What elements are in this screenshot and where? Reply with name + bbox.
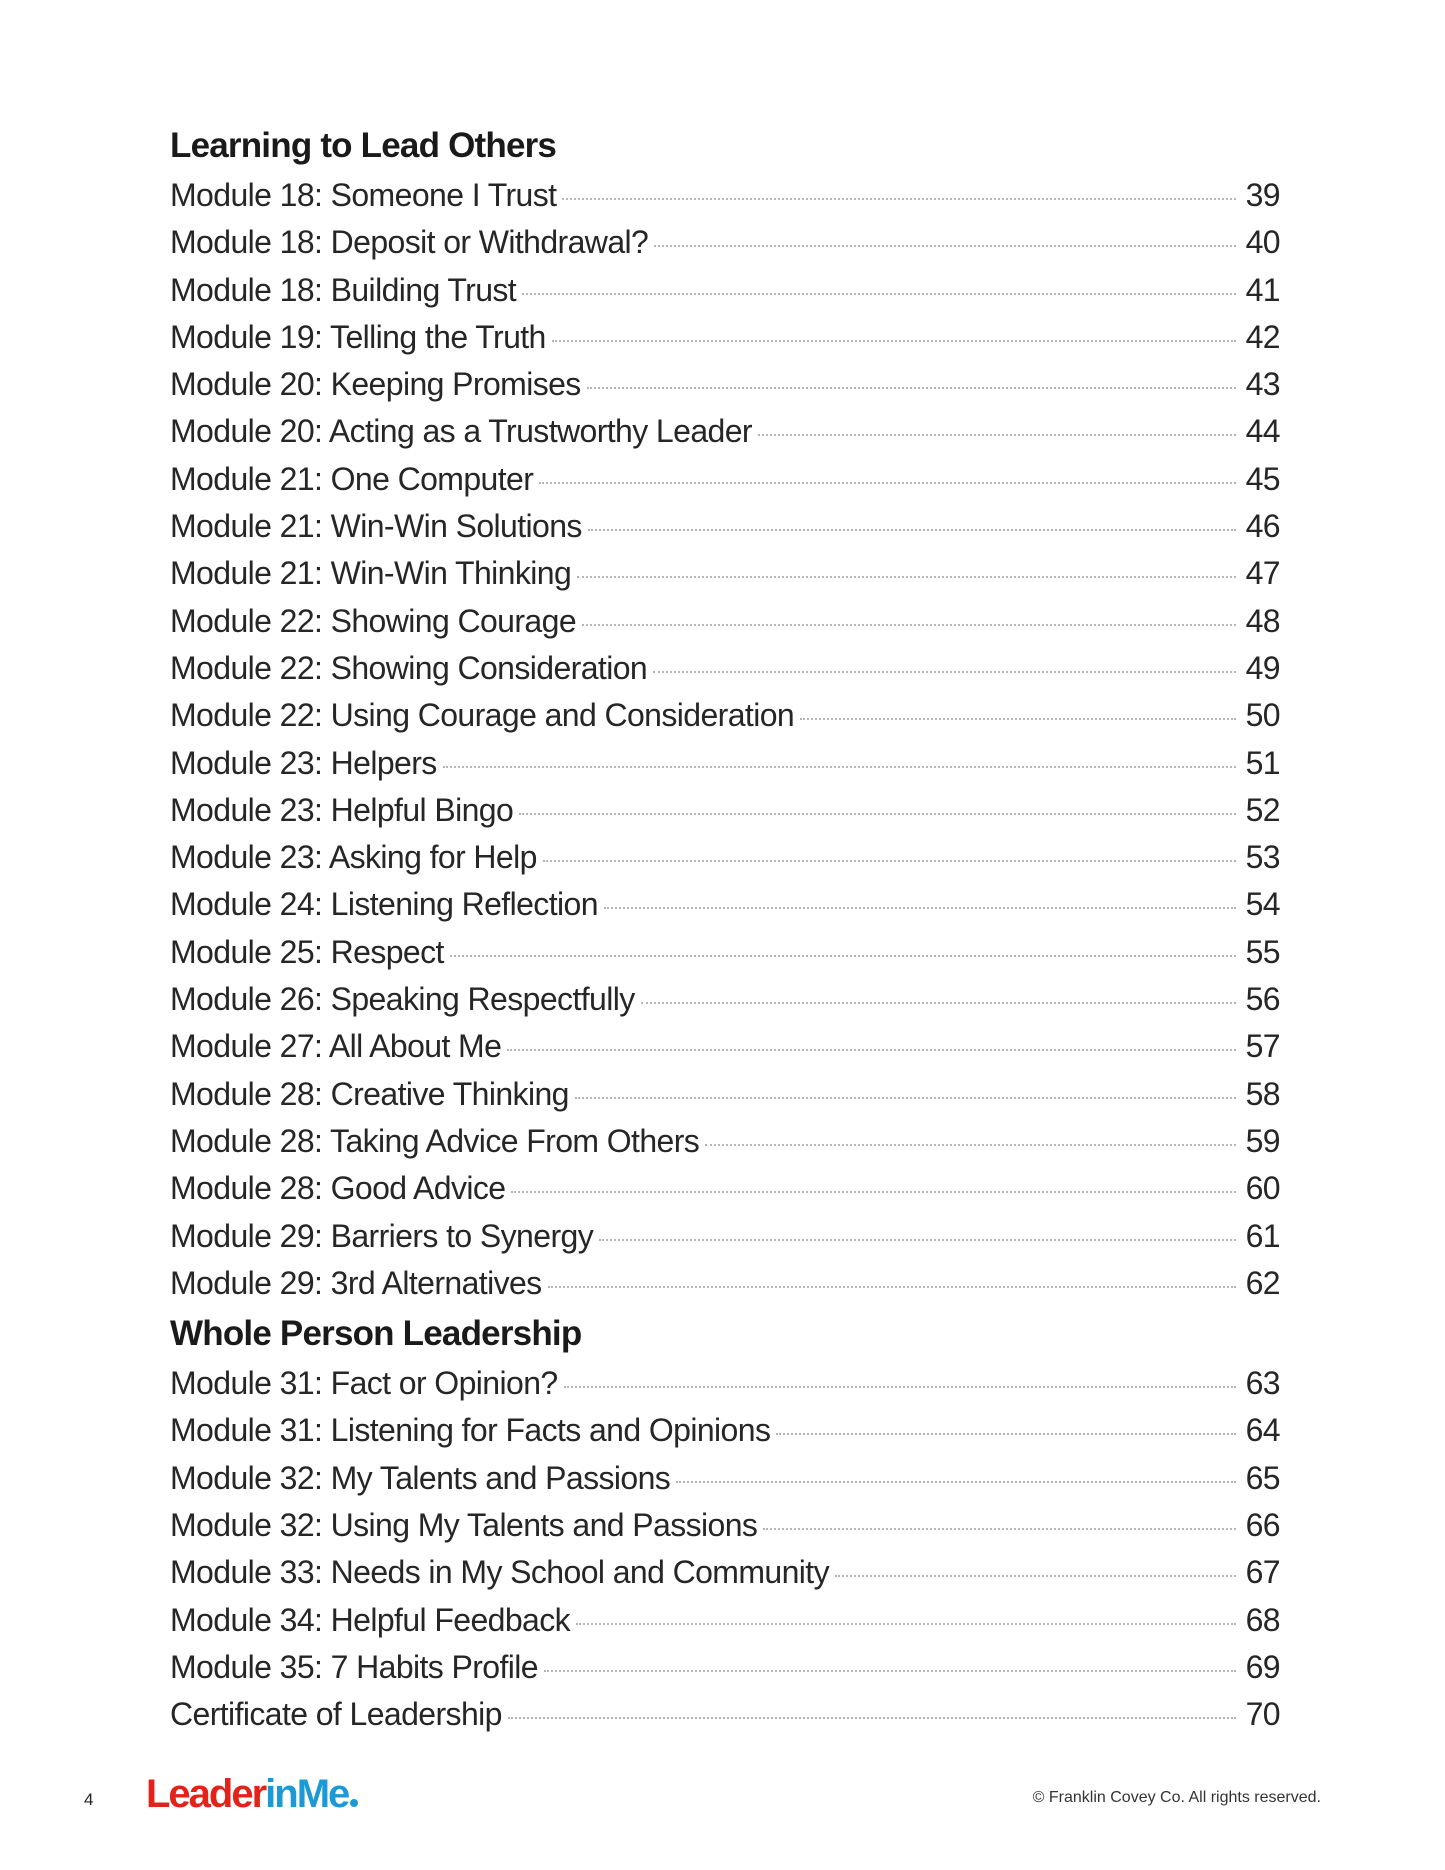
section-title-learning-to-lead-others: Learning to Lead Others [170,126,557,165]
toc-entry [170,1407,1280,1454]
toc-entry [170,1455,1280,1502]
toc-entry-page-number: 70 [1245,1696,1280,1733]
toc-entry [170,740,1280,787]
toc-entry-title: Module 31: Fact or Opinion? [170,1365,558,1402]
toc-entry [170,1260,1280,1307]
toc-entry-page-number: 50 [1245,697,1280,734]
section-title-whole-person-leadership: Whole Person Leadership [170,1314,582,1354]
toc-entry-page-number: 60 [1245,1170,1280,1207]
toc-entry [170,1165,1280,1212]
toc-entry-page-number: 41 [1245,271,1280,308]
toc-entry-page-number: 66 [1245,1507,1280,1544]
toc-entry [170,172,1280,219]
toc-entry-page-number: 43 [1245,366,1280,403]
toc-entry-title: Module 21: Win-Win Solutions [170,508,582,545]
toc-entry-title: Module 18: Building Trust [170,271,517,308]
toc-entry-title: Module 32: My Talents and Passions [170,1459,671,1496]
toc-entry-title: Module 29: Barriers to Synergy [170,1217,594,1254]
toc-entry-page-number: 55 [1245,933,1280,970]
toc-entry [170,645,1280,692]
toc-entry [170,408,1280,455]
toc-entry-page-number: 49 [1245,649,1280,686]
toc-entry-title: Module 21: Win-Win Thinking [170,555,572,592]
logo-text-inme: inMe [265,1772,349,1816]
toc-entry-page-number: 39 [1245,177,1280,213]
section-list-whole-person-leadership [170,1360,1280,1738]
toc-entry [170,361,1280,408]
toc-entry [170,976,1280,1023]
toc-entry [170,1597,1280,1644]
dot-leader [758,434,1236,436]
dot-leader [588,529,1236,531]
section-list-learning-to-lead-others [170,172,1280,1307]
toc-entry-page-number: 57 [1245,1028,1280,1065]
toc-entry-title: Module 33: Needs in My School and Community [170,1554,829,1591]
toc-entry-title: Module 26: Speaking Respectfully [170,981,635,1018]
dot-leader [511,1191,1236,1193]
toc-entry [170,314,1280,361]
toc-entry-page-number: 69 [1245,1648,1280,1685]
toc-entry [170,1023,1280,1070]
dot-leader [835,1575,1236,1577]
dot-leader [641,1002,1236,1004]
footer-page-number: 4 [84,1790,94,1809]
dot-leader [587,387,1236,389]
dot-leader [522,293,1236,295]
dot-leader [539,482,1236,484]
toc-entry-title: Module 22: Showing Courage [170,602,577,639]
dot-leader [507,1049,1236,1051]
toc-entry-title: Module 31: Listening for Facts and Opinions [170,1412,771,1449]
toc-entry-page-number: 44 [1245,413,1280,450]
dot-leader [654,245,1236,247]
toc-entry [170,267,1280,314]
dot-leader [582,624,1236,626]
dot-leader [676,1481,1236,1483]
dot-leader [576,1623,1236,1625]
toc-entry-title: Module 25: Respect [170,933,444,970]
toc-entry-title: Module 22: Showing Consideration [170,649,648,686]
toc-entry-title: Module 19: Telling the Truth [170,318,546,355]
dot-leader [450,955,1236,957]
dot-leader [543,860,1236,862]
toc-entry-title: Module 28: Creative Thinking [170,1075,569,1112]
toc-entry-page-number: 58 [1245,1075,1280,1112]
toc-entry-title: Module 23: Helpers [170,744,437,781]
toc-entry-page-number: 51 [1245,744,1280,781]
toc-entry-page-number: 53 [1245,839,1280,876]
toc-entry-page-number: 40 [1245,224,1280,261]
toc-entry [170,219,1280,266]
dot-leader [653,671,1236,673]
toc-entry [170,1118,1280,1165]
dot-leader [552,340,1236,342]
toc-entry-title: Module 18: Deposit or Withdrawal? [170,224,649,261]
logo-text-leader: Leader [146,1772,266,1816]
toc-entry [170,598,1280,645]
toc-entry-page-number: 63 [1245,1365,1280,1402]
toc-entry [170,1644,1280,1691]
table-of-contents [170,120,1280,1739]
toc-entry-title: Module 20: Keeping Promises [170,366,581,403]
toc-entry [170,881,1280,928]
toc-entry-title: Module 27: All About Me [170,1028,502,1065]
dot-leader [564,1386,1236,1388]
toc-entry [170,503,1280,550]
toc-entry-title: Module 28: Good Advice [170,1170,506,1207]
toc-entry-page-number: 42 [1245,318,1280,355]
toc-entry-title: Certificate of Leadership [170,1696,502,1733]
toc-entry-title: Module 23: Asking for Help [170,839,537,876]
toc-entry [170,1213,1280,1260]
dot-leader [763,1528,1236,1530]
dot-leader [705,1144,1236,1146]
toc-entry-page-number: 47 [1245,555,1280,592]
toc-entry-title: Module 22: Using Courage and Consideration [170,697,795,734]
dot-leader [519,813,1236,815]
toc-entry [170,1502,1280,1549]
toc-entry-title: Module 35: 7 Habits Profile [170,1648,539,1685]
copyright-notice: © Franklin Covey Co. All rights reserved. [1032,1789,1321,1806]
toc-entry [170,1360,1280,1407]
toc-entry [170,456,1280,503]
toc-entry-title: Module 18: Someone I Trust [170,177,557,213]
toc-entry-page-number: 67 [1245,1554,1280,1591]
toc-entry [170,1549,1280,1596]
dot-leader [800,718,1236,720]
toc-entry-page-number: 54 [1245,886,1280,923]
dot-leader [544,1670,1236,1672]
toc-entry-title: Module 32: Using My Talents and Passions [170,1507,758,1544]
toc-entry-page-number: 62 [1245,1264,1280,1301]
toc-entry-page-number: 68 [1245,1601,1280,1638]
dot-leader [508,1717,1236,1719]
leader-in-me-logo [146,1772,358,1816]
dot-leader [548,1286,1236,1288]
toc-entry-page-number: 64 [1245,1412,1280,1449]
dot-leader [562,198,1236,200]
dot-leader [776,1433,1236,1435]
toc-entry-page-number: 45 [1245,460,1280,497]
toc-entry-page-number: 48 [1245,602,1280,639]
toc-entry-page-number: 61 [1245,1217,1280,1254]
toc-entry [170,1071,1280,1118]
dot-leader [443,766,1236,768]
toc-entry-page-number: 56 [1245,981,1280,1018]
dot-leader [599,1239,1236,1241]
toc-entry-title: Module 24: Listening Reflection [170,886,598,923]
toc-entry-title: Module 23: Helpful Bingo [170,791,514,828]
toc-entry [170,787,1280,834]
toc-entry-page-number: 46 [1245,508,1280,545]
toc-entry-page-number: 59 [1245,1122,1280,1159]
toc-entry-title: Module 34: Helpful Feedback [170,1601,571,1638]
toc-entry-title: Module 20: Acting as a Trustworthy Leader [170,413,752,450]
toc-entry [170,1691,1280,1738]
logo-dot-icon [350,1799,358,1807]
toc-entry-page-number: 65 [1245,1459,1280,1496]
dot-leader [575,1097,1236,1099]
toc-entry [170,929,1280,976]
toc-entry [170,834,1280,881]
toc-entry-title: Module 29: 3rd Alternatives [170,1264,542,1301]
toc-entry-title: Module 21: One Computer [170,460,534,497]
dot-leader [604,907,1236,909]
toc-entry-title: Module 28: Taking Advice From Others [170,1122,700,1159]
toc-entry [170,550,1280,597]
dot-leader [577,576,1236,578]
toc-entry [170,692,1280,739]
toc-entry-page-number: 52 [1245,791,1280,828]
